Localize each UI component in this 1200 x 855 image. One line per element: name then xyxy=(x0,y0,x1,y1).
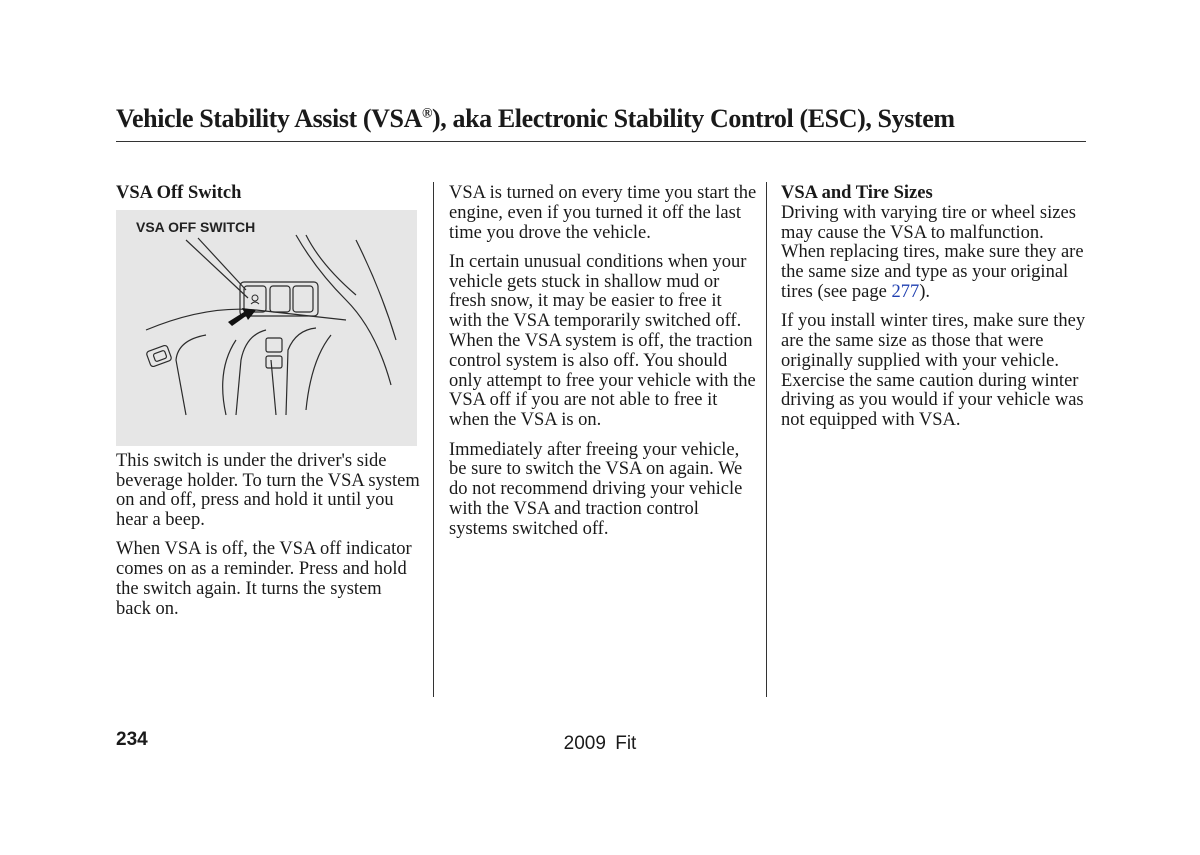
vsa-switch-illustration xyxy=(116,210,417,446)
column-divider-right xyxy=(766,182,767,697)
column-divider-left xyxy=(433,182,434,697)
column-middle xyxy=(449,184,759,549)
page-number: 234 xyxy=(116,729,148,750)
dashboard-drawing xyxy=(116,210,417,446)
paragraph-switch-location: This switch is under the driver's side beverage holder. To turn the VSA system on and off, press and hold it until you hear a beep. xyxy=(116,450,420,531)
vsa-button-icon xyxy=(251,295,259,304)
page-link-277[interactable]: 277 xyxy=(891,281,920,302)
registered-mark: ® xyxy=(421,106,433,122)
section-heading-tire-sizes: VSA and Tire Sizes xyxy=(781,183,933,203)
section-heading-vsa-off-switch: VSA Off Switch xyxy=(116,183,242,203)
page-title: Vehicle Stability Assist (VSA®), aka Electronic Stability Control (ESC), System xyxy=(116,104,955,133)
paragraph-default-on: VSA is turned on every time you start the engine, even if you turned it off the last time you drove the vehicle. xyxy=(449,183,757,243)
paragraph-winter-tires: If you install winter tires, make sure they are the same size as those that were originally supplied with your vehicle. Exercise the same caution during winter driving as you would if your vehicle was not equipped with VSA. xyxy=(781,311,1086,431)
paragraph-stuck-conditions: In certain unusual conditions when your vehicle gets stuck in shallow mud or fresh snow, it may be easier to free it with the VSA temporarily switched off. When the VSA system is off, the traction control system is also off. You should only attempt to free your vehicle with the VSA off if you are not able to free it when the VSA is on. xyxy=(449,251,756,431)
paragraph-after-freeing: Immediately after freeing your vehicle, be sure to switch the VSA on again. We do not recommend driving your vehicle with the VSA and traction control systems switched off. xyxy=(449,439,743,539)
paragraph-indicator: When VSA is off, the VSA off indicator comes on as a reminder. Press and hold the switch again. It turns the system back on. xyxy=(116,539,412,619)
column-right xyxy=(781,184,1086,441)
press-arrow-icon xyxy=(228,308,256,326)
title-divider xyxy=(116,141,1086,142)
paragraph-tire-sizes: Driving with varying tire or wheel sizes may cause the VSA to malfunction. When replacing tires, make sure they are the same size and type as your original tires (see page 277). xyxy=(781,202,1084,302)
column-left xyxy=(116,184,421,629)
figure-label: VSA OFF SWITCH xyxy=(136,218,256,235)
footer-model: 2009 Fit xyxy=(563,733,637,754)
